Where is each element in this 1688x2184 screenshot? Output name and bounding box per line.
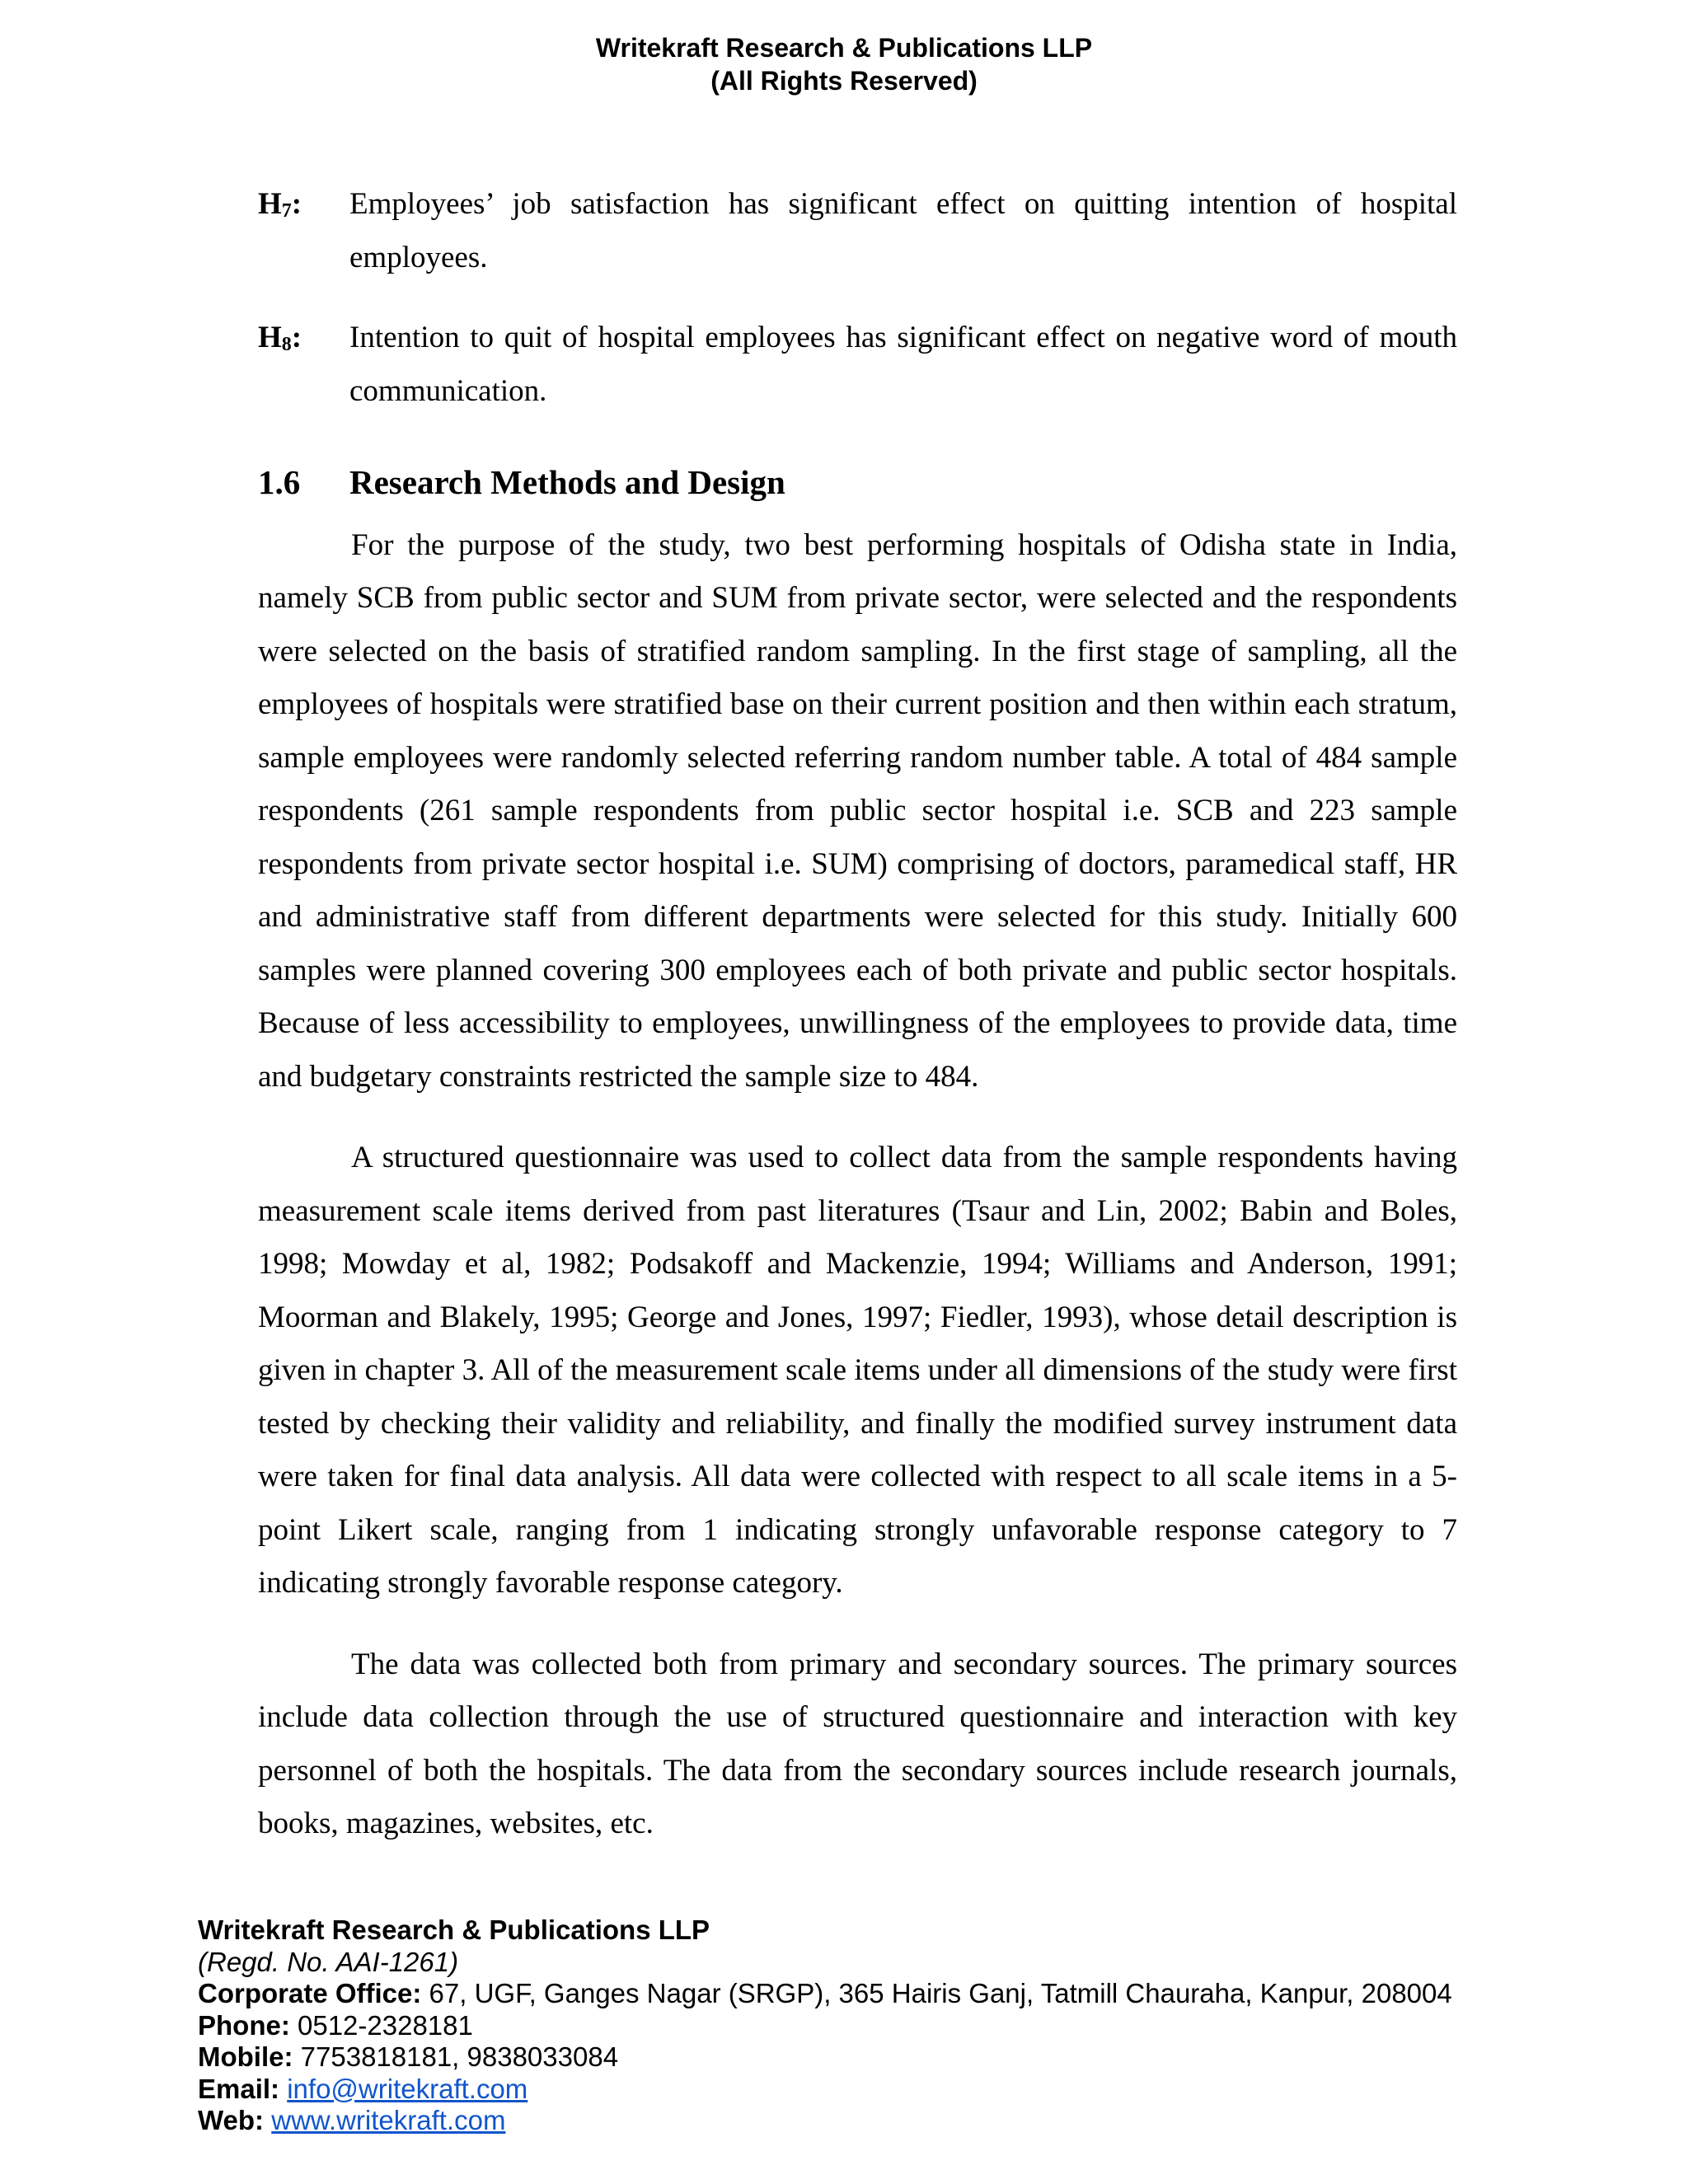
page-header xyxy=(0,31,1688,97)
footer-web: Web: www.writekraft.com xyxy=(198,2105,506,2135)
hypothesis-text: Intention to quit of hospital employees has significant effect on negative word of mouth communication. xyxy=(349,321,1457,408)
paragraph-questionnaire: A structured questionnaire was used to collect data from the sample respondents having measurement scale items derived from past literatures (Tsaur and Lin, 2002; Babin and Boles, 1998; Mowday et al, 1982; Podsakoff and Mackenzie, 1994; Williams and Anderson, 1991; Moorman and Blakely, 1995; George and Jones, 1997; Fiedler, 1993), whose detail description is given in chapter 3. All of the measurement scale items under all dimensions of the study were first tested by checking their validity and reliability, and finally the modified survey instrument data were taken for final data analysis. All data were collected with respect to all scale items in a 5-point Likert scale, ranging from 1 indicating strongly unfavorable response category to 7 indicating strongly favorable response category. xyxy=(258,1141,1457,1600)
hypothesis-h8 xyxy=(258,312,1457,418)
footer-company: Writekraft Research & Publications LLP xyxy=(198,1915,710,1945)
header-company: Writekraft Research & Publications LLP xyxy=(595,33,1093,63)
footer-email: Email: info@writekraft.com xyxy=(198,2073,528,2104)
hypothesis-text: Employees’ job satisfaction has significant effect on quitting intention of hospital employees. xyxy=(349,187,1457,274)
web-link[interactable]: www.writekraft.com xyxy=(271,2105,506,2135)
section-heading xyxy=(258,456,1457,509)
footer-mobile: Mobile: 7753818181, 9838033084 xyxy=(198,2041,619,2072)
footer-regd: (Regd. No. AAI-1261) xyxy=(198,1946,459,1977)
page-footer xyxy=(198,1915,1452,2137)
email-link[interactable]: info@writekraft.com xyxy=(287,2073,528,2104)
section-number: 1.6 xyxy=(258,463,301,501)
footer-office: Corporate Office: 67, UGF, Ganges Nagar (SRGP), 365 Hairis Ganj, Tatmill Chauraha, Kanpur, 208004 xyxy=(198,1978,1452,2008)
header-rights: (All Rights Reserved) xyxy=(710,66,978,96)
footer-phone: Phone: 0512-2328181 xyxy=(198,2009,473,2041)
hypothesis-label: $H_7$: xyxy=(258,187,302,222)
section-title: Research Methods and Design xyxy=(349,463,785,501)
hypothesis-label: $H_8$: xyxy=(258,321,302,355)
hypothesis-h7 xyxy=(258,178,1457,284)
main-content xyxy=(258,178,1457,1879)
paragraph-sampling: For the purpose of the study, two best performing hospitals of Odisha state in India, namely SCB from public sector and SUM from private sector, were selected and the respondents were selected on the basis of stratified random sampling. In the first stage of sampling, all the employees of hospitals were stratified base on their current position and then within each stratum, sample employees were randomly selected referring random number table. A total of 484 sample respondents (261 sample respondents from public sector hospital i.e. SCB and 223 sample respondents from private sector hospital i.e. SUM) comprising of doctors, paramedical staff, HR and administrative staff from different departments were selected for this study. Initially 600 samples were planned covering 300 employees each of both private and public sector hospitals. Because of less accessibility to employees, unwillingness of the employees to provide data, time and budgetary constraints restricted the sample size to 484. xyxy=(258,527,1457,1094)
paragraph-sources: The data was collected both from primary and secondary sources. The primary sources include data collection through the use of structured questionnaire and interaction with key personnel of both the hospitals. The data from the secondary sources include research journals, books, magazines, websites, etc. xyxy=(258,1647,1457,1840)
